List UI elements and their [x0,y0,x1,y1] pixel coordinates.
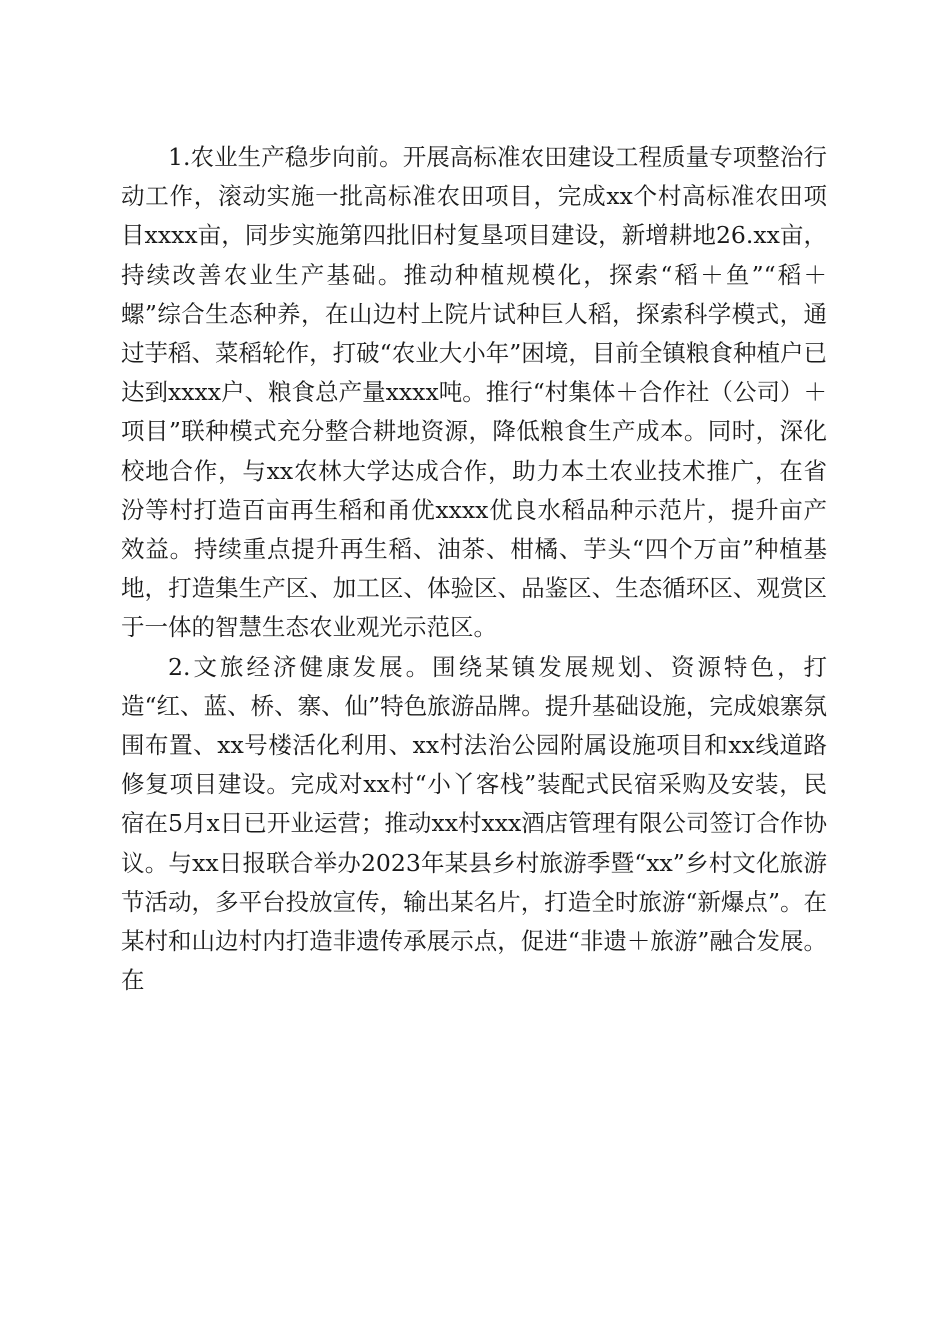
paragraph-agriculture: 1.农业生产稳步向前。开展高标准农田建设工程质量专项整治行动工作，滚动实施一批高标准农田项目，完成xx个村高标准农田项目xxxx亩，同步实施第四批旧村复垦项目建设，新增耕地26.xx亩，持续改善农业生产基础。推动种植规模化，探索“稻＋鱼”“稻＋螺”综合生态种养，在山边村上院片试种巨人稻，探索科学模式，通过芋稻、菜稻轮作，打破“农业大小年”困境，目前全镇粮食种植户已达到xxxx户、粮食总产量xxxx吨。推行“村集体＋合作社（公司）＋项目”联种模式充分整合耕地资源，降低粮食生产成本。同时，深化校地合作，与xx农林大学达成合作，助力本土农业技术推广，在省汾等村打造百亩再生稻和甬优xxxx优良水稻品种示范片，提升亩产效益。持续重点提升再生稻、油茶、柑橘、芋头“四个万亩”种植基地，打造集生产区、加工区、体验区、品鉴区、生态循环区、观赏区于一体的智慧生态农业观光示范区。 [121,143,827,642]
document-body [121,138,827,1000]
paragraph-tourism: 2.文旅经济健康发展。围绕某镇发展规划、资源特色，打造“红、蓝、桥、寨、仙”特色旅游品牌。提升基础设施，完成娘寨氛围布置、xx号楼活化利用、xx村法治公园附属设施项目和xx线道路修复项目建设。完成对xx村“小丫客栈”装配式民宿采购及安装，民宿在5月x日已开业运营；推动xx村xxx酒店管理有限公司签订合作协议。与xx日报联合举办2023年某县乡村旅游季暨“xx”乡村文化旅游节活动，多平台投放宣传，输出某名片，打造全时旅游“新爆点”。在某村和山边村内打造非遗传承展示点，促进“非遗＋旅游”融合发展。在 [121,652,827,995]
